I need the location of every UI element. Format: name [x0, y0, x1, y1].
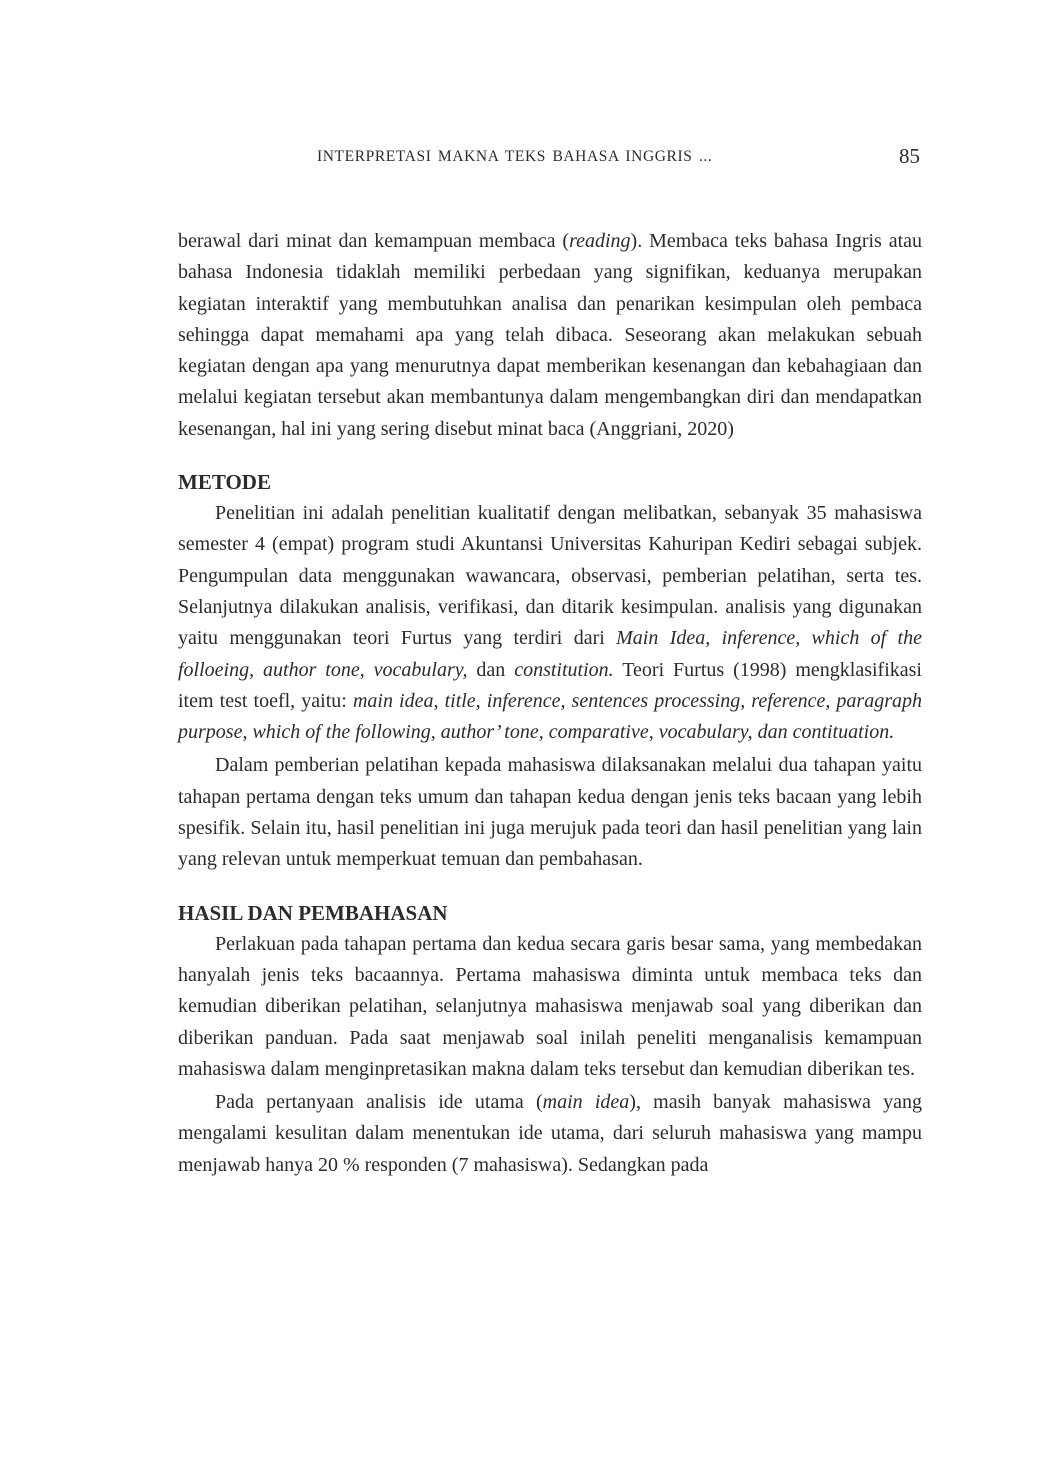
running-title: INTERPRETASI MAKNA TEKS BAHASA INGGRIS ...	[317, 148, 713, 165]
intro-paragraph	[178, 226, 922, 445]
hasil-text-a: Pada pertanyaan analisis ide utama (	[215, 1091, 543, 1114]
metode-text-a: Penelitian ini adalah penelitian kualitatif dengan melibatkan, sebanyak 35 mahasiswa semester 4 (empat) program studi Akuntansi Universitas Kahuripan Kediri sebagai subjek. Pengumpulan data menggunakan wawancara, observasi, pemberian pelatihan, serta tes. Selanjutnya dilakukan analisis, verifikasi, dan ditarik kesimpulan. analisis yang digunakan yaitu menggunakan teori Furtus yang terdiri dari	[178, 502, 922, 650]
hasil-paragraph-1: Perlakuan pada tahapan pertama dan kedua secara garis besar sama, yang membedakan hanyalah jenis teks bacaannya. Pertama mahasiswa diminta untuk membaca teks dan kemudian diberikan pelatihan, selanjutnya mahasiswa menjawab soal yang diberikan dan diberikan panduan. Pada saat menjawab soal inilah peneliti menganalisis kemampuan mahasiswa dalam menginpretasikan makna dalam teks tersebut dan kemudian diberikan tes.	[178, 932, 922, 1080]
metode-paragraph-1	[178, 498, 922, 748]
metode-heading: METODE	[178, 470, 271, 495]
hasil-paragraph-2	[178, 1087, 922, 1181]
metode-italic-2: constitution.	[514, 658, 614, 681]
metode-paragraph-2: Dalam pemberian pelatihan kepada mahasiswa dilaksanakan melalui dua tahapan yaitu tahapan pertama dengan teks umum dan tahapan kedua dengan jenis teks bacaan yang lebih spesifik. Selain itu, hasil penelitian ini juga merujuk pada teori dan hasil penelitian yang lain yang relevan untuk memperkuat temuan dan pembahasan.	[178, 754, 922, 871]
hasil-heading: HASIL DAN PEMBAHASAN	[178, 900, 448, 925]
metode-text-c: Teori Furtus (1998) mengklasifikasi item test toefl, yaitu:	[178, 658, 922, 712]
intro-text-b: ). Membaca teks bahasa Ingris atau bahasa Indonesia tidaklah memiliki perbedaan yang signifikan, keduanya merupakan kegiatan interaktif yang membutuhkan analisa dan penarikan kesimpulan oleh pembaca sehingga dapat memahami apa yang telah dibaca. Seseorang akan melakukan sebuah kegiatan dengan apa yang menurutnya dapat memberikan kesenangan dan kebahagiaan dan melalui kegiatan tersebut akan membantunya dalam mengembangkan diri dan mendapatkan kesenangan, hal ini yang sering disebut minat baca (Anggriani, 2020)	[178, 230, 923, 440]
intro-italic-reading: reading	[569, 230, 631, 252]
hasil-text-b: ), masih banyak mahasiswa yang mengalami kesulitan dalam menentukan ide utama, dari seluruh mahasiswa yang mampu menjawab hanya 20 % responden (7 mahasiswa). Sedangkan pada	[178, 1091, 922, 1176]
page-number: 85	[899, 144, 920, 168]
intro-text-a: berawal dari minat dan kemampuan membaca (	[178, 230, 570, 252]
page-body	[178, 226, 922, 1181]
hasil-italic-main-idea: main idea	[542, 1091, 630, 1114]
running-head	[178, 144, 922, 174]
metode-italic-3: main idea, title, inference, sentences processing, reference, paragraph purpose, which of the following, author’ tone, comparative, vocabulary, dan contituation.	[178, 689, 922, 744]
metode-italic-1: Main Idea, inference, which of the folloeing, author tone, vocabulary,	[178, 627, 922, 681]
metode-text-b: dan	[467, 658, 515, 681]
